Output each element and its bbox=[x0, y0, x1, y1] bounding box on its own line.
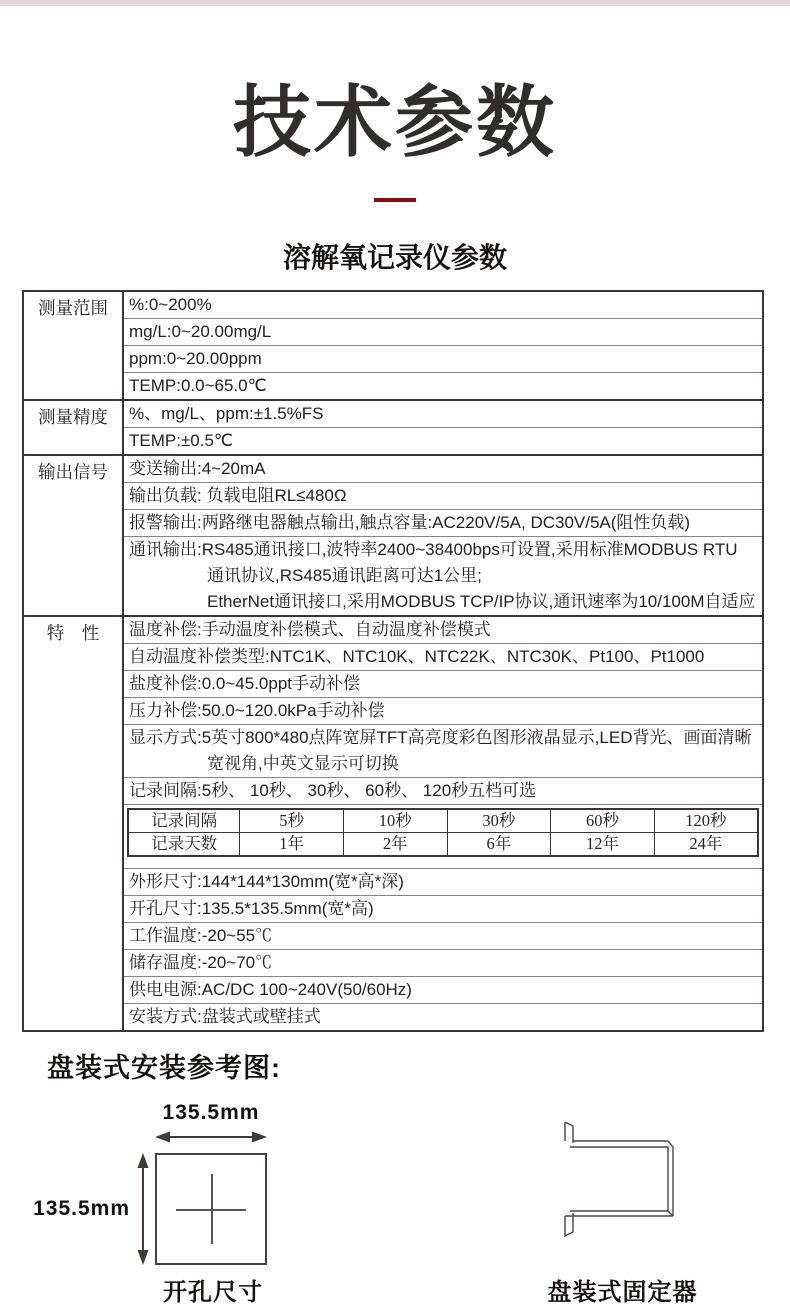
spec-section-rows bbox=[124, 617, 762, 1030]
record-table-cell: 2年 bbox=[343, 833, 447, 857]
cutout-height-label: 135.5mm bbox=[33, 1197, 130, 1220]
spec-row bbox=[124, 725, 762, 778]
spec-row bbox=[124, 537, 762, 615]
spec-section-label: 测量范围 bbox=[24, 292, 124, 399]
spec-row: 供电电源:AC/DC 100~240V(50/60Hz) bbox=[124, 977, 762, 1004]
spec-section-output-signal bbox=[24, 456, 762, 617]
spec-row: 自动温度补偿类型:NTC1K、NTC10K、NTC22K、NTC30K、Pt100、Pt1000 bbox=[124, 644, 762, 671]
spec-section-rows bbox=[124, 456, 762, 615]
spec-row: 储存温度:-20~70℃ bbox=[124, 950, 762, 977]
spec-row-record-table bbox=[124, 805, 762, 869]
record-table-row bbox=[128, 833, 758, 857]
spec-section-label: 测量精度 bbox=[24, 401, 124, 454]
spec-section-measure-range bbox=[24, 292, 762, 401]
record-table-cell: 60秒 bbox=[551, 809, 655, 833]
spec-section-rows bbox=[124, 292, 762, 399]
spec-row: 工作温度:-20~55℃ bbox=[124, 923, 762, 950]
section-subtitle: 溶解氧记录仪参数 bbox=[282, 242, 507, 273]
panel-mount-bracket-icon bbox=[564, 1119, 678, 1239]
record-table-cell: 120秒 bbox=[654, 809, 758, 833]
record-table-cell: 24年 bbox=[654, 833, 758, 857]
vertical-dimension-arrow-icon bbox=[136, 1153, 150, 1265]
spec-row: 报警输出:两路继电器触点输出,触点容量:AC220V/5A, DC30V/5A(阻性负载) bbox=[124, 510, 762, 537]
record-table-row bbox=[128, 809, 758, 833]
top-band bbox=[0, 0, 790, 6]
spec-row: TEMP:±0.5℃ bbox=[129, 431, 234, 450]
title-underline bbox=[374, 198, 416, 202]
spec-row: 盐度补偿:0.0~45.0ppt手动补偿 bbox=[124, 671, 762, 698]
cutout-width-label: 135.5mm bbox=[162, 1101, 260, 1124]
spec-section-features bbox=[24, 617, 762, 1030]
record-table-cell: 记录天数 bbox=[128, 833, 240, 857]
spec-row: %:0~200% bbox=[124, 292, 762, 319]
spec-row: 开孔尺寸:135.5*135.5mm(宽*高) bbox=[124, 896, 762, 923]
record-table-cell: 12年 bbox=[551, 833, 655, 857]
spec-row-line: 通讯协议,RS485通讯距离可达1公里; bbox=[207, 566, 482, 585]
spec-row: 外形尺寸:144*144*130mm(宽*高*深) bbox=[124, 869, 762, 896]
page-title: 技术参数 bbox=[232, 78, 557, 166]
spec-row: %、mg/L、ppm:±1.5%FS bbox=[124, 401, 762, 428]
spec-row: 变送输出:4~20mA bbox=[124, 456, 762, 483]
cutout-caption: 开孔尺寸 bbox=[163, 1279, 263, 1304]
spec-row: mg/L:0~20.00mg/L bbox=[124, 319, 762, 346]
spec-row: 输出负载: 负载电阻RL≤480Ω bbox=[124, 483, 762, 510]
bracket-caption: 盘装式固定器 bbox=[547, 1279, 698, 1304]
spec-row: 记录间隔:5秒、 10秒、 30秒、 60秒、 120秒五档可选 bbox=[124, 778, 762, 805]
spec-table bbox=[22, 290, 764, 1032]
spec-row: ppm:0~20.00ppm bbox=[124, 346, 762, 373]
spec-row-line: 宽视角,中英文显示可切换 bbox=[207, 754, 399, 773]
spec-section-rows bbox=[124, 401, 762, 454]
spec-row: 压力补偿:50.0~120.0kPa手动补偿 bbox=[124, 698, 762, 725]
record-table-cell: 10秒 bbox=[343, 809, 447, 833]
horizontal-dimension-arrow-icon bbox=[155, 1130, 267, 1144]
mounting-heading: 盘装式安装参考图: bbox=[47, 1053, 281, 1083]
cutout-square bbox=[155, 1153, 267, 1265]
spec-row: TEMP:0.0~65.0℃ bbox=[129, 376, 267, 395]
center-cross-icon bbox=[211, 1174, 213, 1244]
record-table-cell: 30秒 bbox=[447, 809, 551, 833]
record-table-cell: 1年 bbox=[240, 833, 344, 857]
record-table-cell: 记录间隔 bbox=[128, 809, 240, 833]
record-table-cell: 6年 bbox=[447, 833, 551, 857]
record-interval-table bbox=[127, 808, 759, 857]
spec-section-accuracy bbox=[24, 401, 762, 456]
spec-row: 安装方式:盘装式或壁挂式 bbox=[129, 1007, 321, 1026]
spec-section-label: 特 性 bbox=[24, 617, 124, 1030]
spec-row-line: 显示方式:5英寸800*480点阵宽屏TFT高亮度彩色图形液晶显示,LED背光、画面清晰 bbox=[129, 728, 752, 747]
record-table-cell: 5秒 bbox=[240, 809, 344, 833]
spec-section-label: 输出信号 bbox=[24, 456, 124, 615]
spec-row-line: EtherNet通讯接口,采用MODBUS TCP/IP协议,通讯速率为10/100M自适应 bbox=[207, 592, 756, 611]
spec-row: 温度补偿:手动温度补偿模式、自动温度补偿模式 bbox=[124, 617, 762, 644]
spec-row-line: 通讯输出:RS485通讯接口,波特率2400~38400bps可设置,采用标准MODBUS RTU bbox=[129, 540, 738, 559]
